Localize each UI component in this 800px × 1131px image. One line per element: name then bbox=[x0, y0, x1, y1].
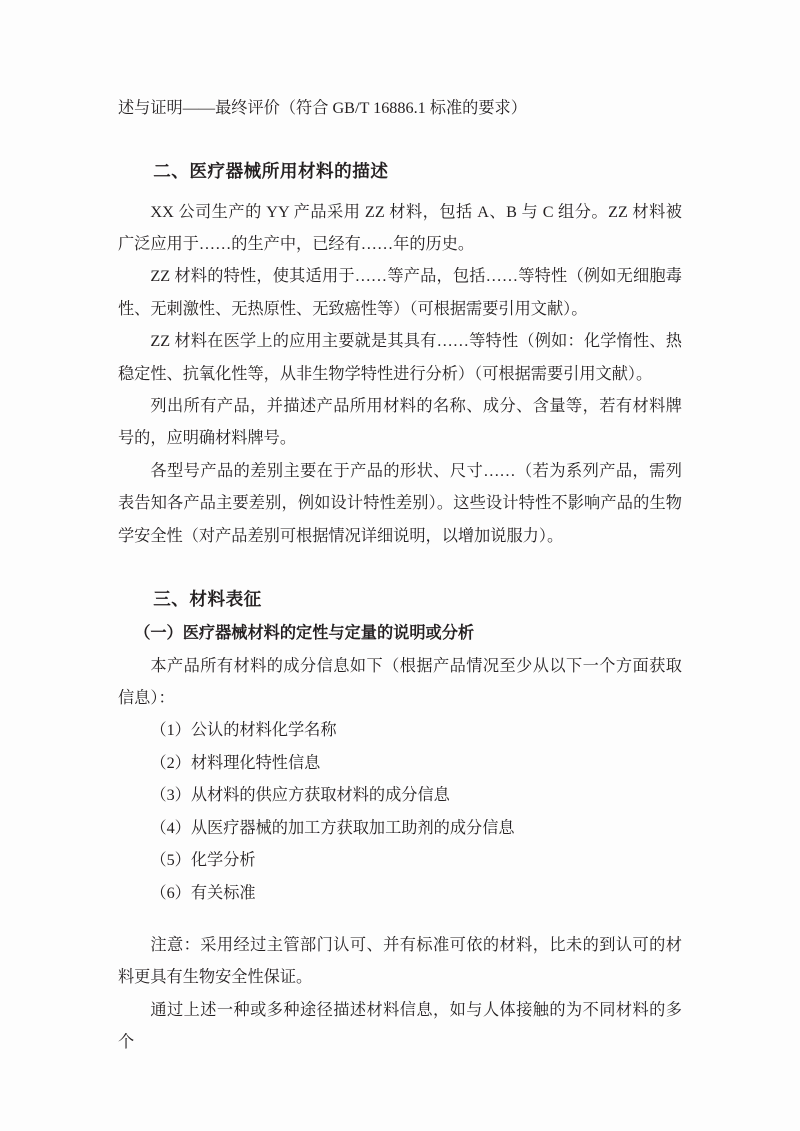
list-item: （5）化学分析 bbox=[150, 851, 256, 870]
section-two-paragraph-4: 列出所有产品，并描述产品所用材料的名称、成分、含量等，若有材料牌号的，应明确材料牌号。 bbox=[118, 397, 682, 448]
spacer bbox=[118, 909, 682, 929]
section-three-intro: 本产品所有材料的成分信息如下（根据产品情况至少从以下一个方面获取信息）： bbox=[118, 656, 682, 708]
document-body bbox=[118, 92, 682, 1059]
section-two-paragraph-5: 各型号产品的差别主要在于产品的形状、尺寸……（若为系列产品，需列表告知各产品主要差别，例如设计特性差别）。这些设计特性不影响产品的生物学安全性（对产品差别可根据情况详细说明，以增加说服力）。 bbox=[118, 461, 682, 545]
section-three-note: 注意：采用经过主管部门认可、并有标准可依的材料，比未的到认可的材料更具有生物安全性保证。 bbox=[118, 935, 682, 987]
top-fragment-paragraph: 述与证明——最终评价（符合 GB/T 16886.1 标准的要求） bbox=[118, 99, 527, 117]
spacer bbox=[118, 124, 682, 154]
section-two-heading: 二、医疗器械所用材料的描述 bbox=[153, 161, 389, 182]
list-item: （2）材料理化特性信息 bbox=[150, 753, 321, 772]
spacer bbox=[118, 552, 682, 582]
section-two-paragraph-2: ZZ 材料的特性，使其适用于……等产品，包括……等特性（例如无细胞毒性、无刺激性、无热原性、无致癌性等）（可根据需要引用文献）。 bbox=[118, 267, 682, 318]
list-item: （1）公认的材料化学名称 bbox=[150, 721, 337, 740]
list-item: （3）从材料的供应方获取材料的成分信息 bbox=[150, 786, 450, 805]
section-two-paragraph-1: XX 公司生产的 YY 产品采用 ZZ 材料，包括 A、B 与 C 组分。ZZ 材料被广泛应用于……的生产中，已经有……年的历史。 bbox=[118, 202, 682, 253]
section-three-closing: 通过上述一种或多种途径描述材料信息，如与人体接触的为不同材料的多个 bbox=[118, 1000, 682, 1052]
list-item: （6）有关标准 bbox=[150, 883, 256, 902]
section-two-paragraph-3: ZZ 材料在医学上的应用主要就是其具有……等特性（例如：化学惰性、热稳定性、抗氧化性等，从非生物学特性进行分析）（可根据需要引用文献）。 bbox=[118, 332, 682, 383]
section-three-subheading: （一）医疗器械材料的定性与定量的说明或分析 bbox=[134, 624, 475, 643]
list-item: （4）从医疗器械的加工方获取加工助剂的成分信息 bbox=[150, 818, 515, 837]
section-three-heading: 三、材料表征 bbox=[153, 589, 262, 610]
